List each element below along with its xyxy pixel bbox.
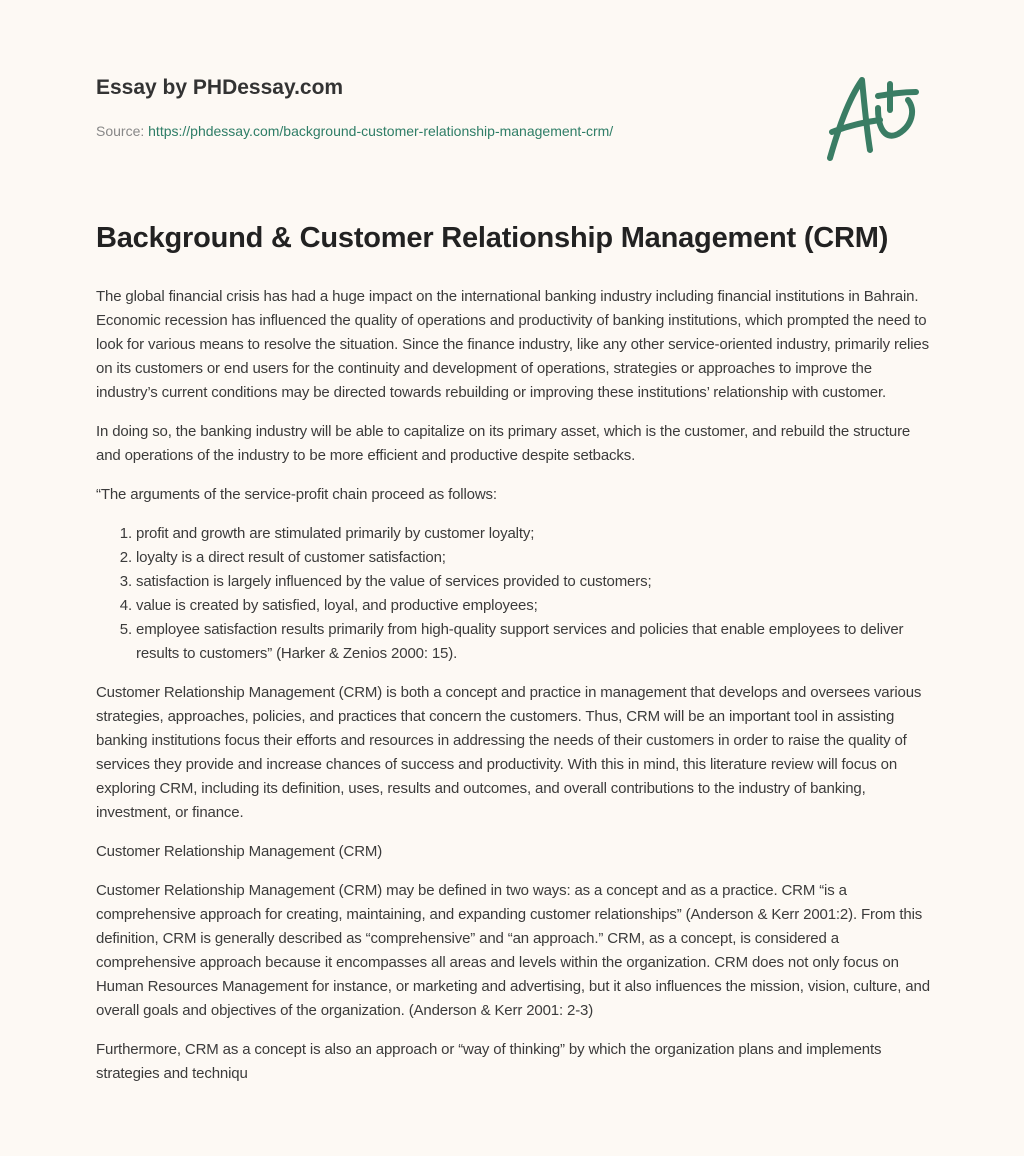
source-label: Source: (96, 123, 145, 139)
page-title: Background & Customer Relationship Management (CRM) (96, 222, 889, 254)
list-item: 4. value is created by satisfied, loyal, and productive employees; (136, 594, 934, 618)
list-item: 2. loyalty is a direct result of customer satisfaction; (136, 546, 934, 570)
paragraph: “The arguments of the service-profit chain proceed as follows: (96, 486, 497, 503)
paragraph: Customer Relationship Management (CRM) is both a concept and practice in management that develops and oversees various strategies, approaches, policies, and practices that concern the customers. Thus, CRM will be an important tool in assisting banking institutions focus their efforts and resources in addressing the needs of their customers in order to raise the quality of services they provide and increase chances of success and productivity. With this in mind, this literature review will focus on exploring CRM, including its definition, uses, results and outcomes, and overall contributions to the industry of banking, investment, or finance. (96, 684, 922, 821)
list-item: 5. employee satisfaction results primarily from high-quality support services and policies that enable employees to deliver results to customers” (Harker & Zenios 2000: 15). (136, 618, 934, 666)
site-brand: Essay by PHDessay.com (96, 76, 344, 99)
paragraph: The global financial crisis has had a huge impact on the international banking industry including financial institutions in Bahrain. Economic recession has influenced the quality of operations and productivity of banking institutions, which prompted the need to look for various means to resolve the situation. Since the finance industry, like any other service-oriented industry, primarily relies on its customers or end users for the continuity and development of operations, strategies or approaches to improve the industry’s current conditions may be directed towards rebuilding or improving these institutions’ relationship with customer. (96, 288, 929, 401)
numbered-list (96, 522, 934, 666)
a-plus-logo-icon (820, 70, 930, 170)
essay-body (96, 285, 934, 1101)
source-link[interactable]: https://phdessay.com/background-customer-relationship-management-crm/ (148, 123, 614, 139)
list-item: 1. profit and growth are stimulated primarily by customer loyalty; (136, 522, 934, 546)
section-heading: Customer Relationship Management (CRM) (96, 843, 383, 860)
paragraph: In doing so, the banking industry will be able to capitalize on its primary asset, which is the customer, and rebuild the structure and operations of the industry to be more efficient and productive despite setbacks. (96, 423, 911, 464)
paragraph: Furthermore, CRM as a concept is also an approach or “way of thinking” by which the organization plans and implements strategies and techniqu (96, 1041, 882, 1082)
paragraph: Customer Relationship Management (CRM) may be defined in two ways: as a concept and as a practice. CRM “is a comprehensive approach for creating, maintaining, and expanding customer relationships” (Anderson & Kerr 2001:2). From this definition, CRM is generally described as “comprehensive” and “an approach.” CRM, as a concept, is considered a comprehensive approach because it encompasses all areas and levels within the organization. CRM does not only focus on Human Resources Management for instance, or marketing and advertising, but it also influences the mission, vision, culture, and overall goals and objectives of the organization. (Anderson & Kerr 2001: 2-3) (96, 882, 930, 1019)
source-line (96, 123, 613, 139)
list-item: 3. satisfaction is largely influenced by the value of services provided to customers; (136, 570, 934, 594)
